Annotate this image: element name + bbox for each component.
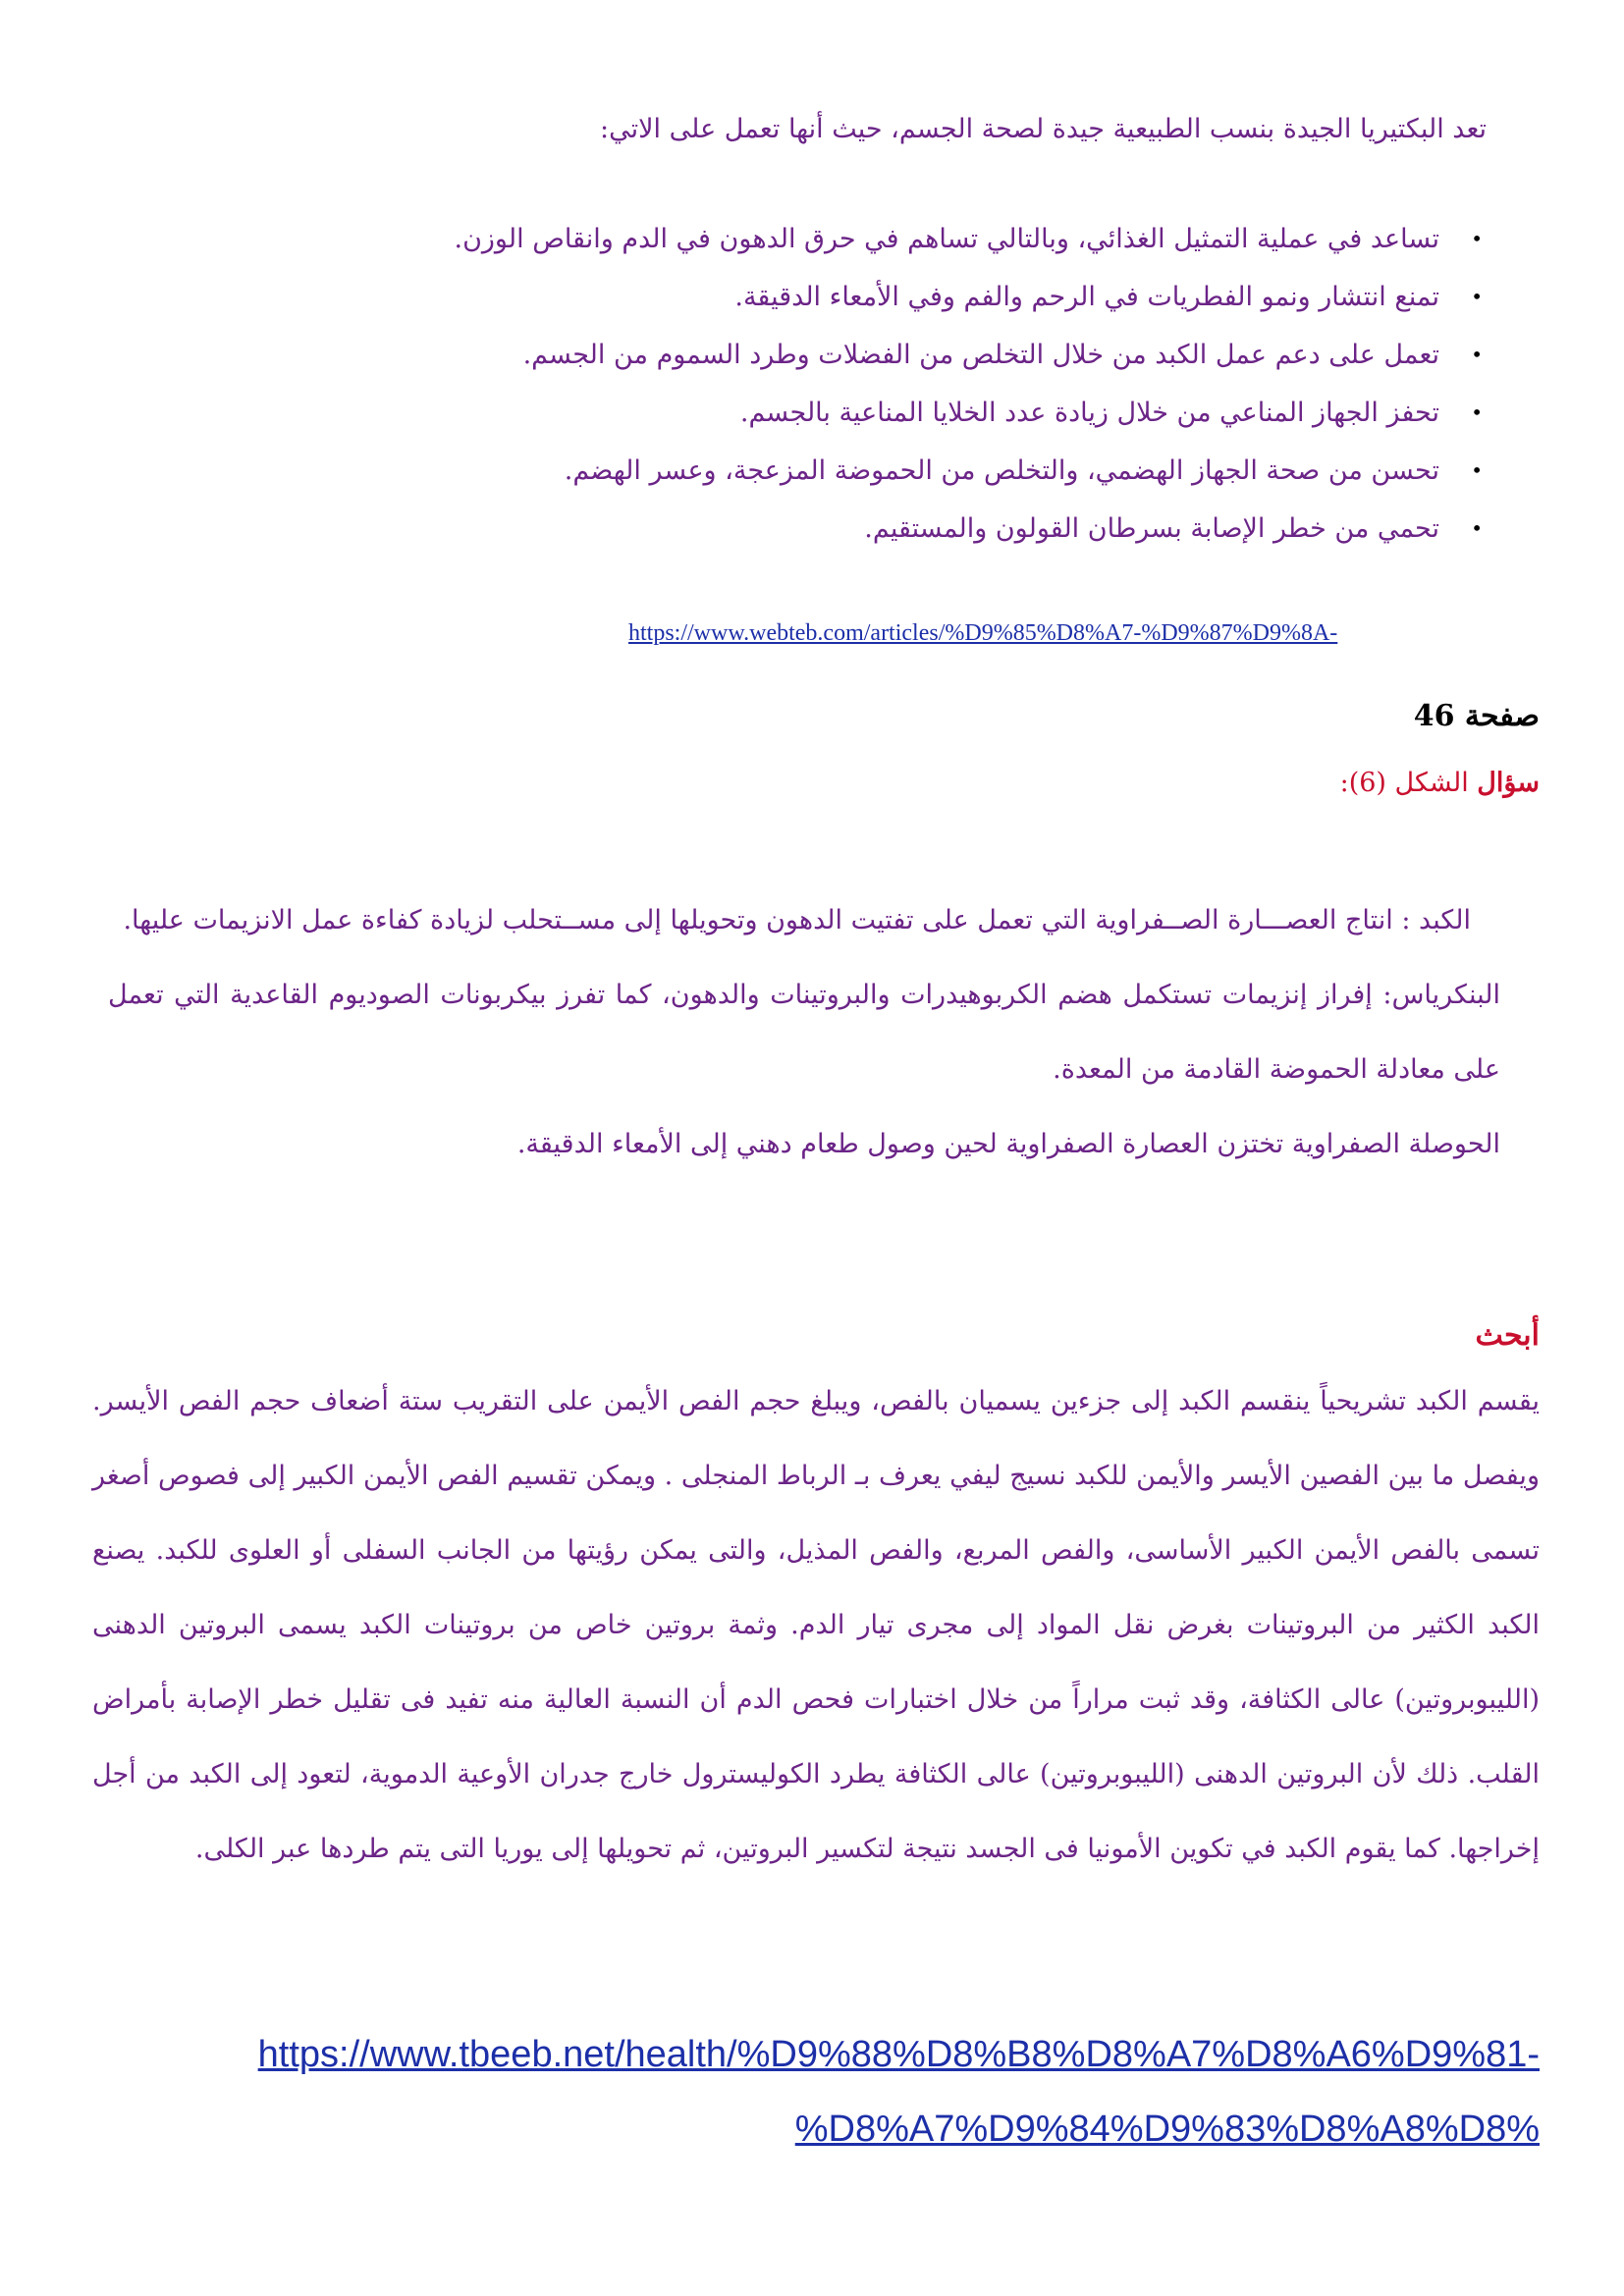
- list-item: [454, 210, 1487, 268]
- source-link-line-2[interactable]: %D8%A7%D9%84%D9%83%D8%A8%D8%: [794, 2109, 1540, 2150]
- source-link-tbeeb[interactable]: [258, 2017, 1540, 2166]
- list-item-text: تحفز الجهاز المناعي من خلال زيادة عدد الخلايا المناعية بالجسم.: [739, 398, 1439, 428]
- bullet-icon: •: [1471, 285, 1483, 308]
- list-item: [454, 268, 1487, 326]
- benefits-list: [454, 210, 1487, 558]
- list-item-text: تساعد في عملية التمثيل الغذائي، وبالتالي تساهم في حرق الدهون في الدم وانقاص الوزن.: [454, 224, 1439, 254]
- list-item-text: تعمل على دعم عمل الكبد من خلال التخلص من الفضلات وطرد السموم من الجسم.: [522, 340, 1439, 370]
- question-label: الشكل (6):: [1339, 768, 1478, 798]
- bullet-icon: •: [1471, 343, 1483, 366]
- bullet-icon: •: [1471, 458, 1483, 482]
- gallbladder-paragraph: الحوصلة الصفراوية تختزن العصارة الصفراوية لحين وصول طعام دهني إلى الأمعاء الدقيقة.: [516, 1129, 1500, 1159]
- bullet-icon: •: [1471, 516, 1483, 540]
- pancreas-paragraph: البنكرياس: إفراز إنزيمات تستكمل هضم الكربوهيدرات والبروتينات والدهون، كما تفرز بيكربونات الصوديوم القاعدية التي تعمل على معادلة الحموضة القادمة من المعدة.: [108, 980, 1500, 1085]
- liver-paragraph: الكبد : انتاج العصـــارة الصــفراوية التي تعمل على تفتيت الدهون وتحويلها إلى مســتحلب لزيادة كفاءة عمل الانزيمات عليها.: [123, 905, 1471, 935]
- research-paragraph: يقسم الكبد تشريحياً ينقسم الكبد إلى جزءين يسميان بالفص، ويبلغ حجم الفص الأيمن على التقريب ستة أضعاف حجم الفص الأيسر. ويفصل ما بين الفصين الأيسر والأيمن للكبد نسيج ليفي يعرف بـ الرباط المنجلى . ويمكن تقسيم الفص الأيمن الكبير إلى فصوص أصغر تسمى بالفص الأيمن الكبير الأساسى، والفص المربع، والفص المذيل، والتى يمكن رؤيتها من الجانب السفلى أو العلوى للكبد. يصنع الكبد الكثير من البروتينات بغرض نقل المواد إلى مجرى تيار الدم. وثمة بروتين خاص من بروتينات الكبد يسمى البروتين الدهنى (الليبوبروتين) عالى الكثافة، وقد ثبت مراراً من خلال اختبارات فحص الدم أن النسبة العالية منه تفيد فى تقليل خطر الإصابة بأمراض القلب. ذلك لأن البروتين الدهنى (الليبوبروتين) عالى الكثافة يطرد الكوليسترول خارج جدران الأوعية الدموية، لتعود إلى الكبد من أجل إخراجها. كما يقوم الكبد في تكوين الأمونيا فى الجسد نتيجة لتكسير البروتين، ثم تحويلها إلى يوريا التى يتم طردها عبر الكلى.: [92, 1386, 1540, 1864]
- list-item: [454, 500, 1487, 558]
- list-item-text: تمنع انتشار ونمو الفطريات في الرحم والفم وفي الأمعاء الدقيقة.: [734, 282, 1439, 312]
- list-item: [454, 384, 1487, 442]
- source-link-line-1[interactable]: https://www.tbeeb.net/health/%D9%88%D8%B8%D8%A7%D8%A6%D9%81-: [257, 2034, 1540, 2075]
- bullet-icon: •: [1471, 400, 1483, 424]
- intro-paragraph: تعد البكتيريا الجيدة بنسب الطبيعية جيدة لصحة الجسم، حيث أنها تعمل على الاتي:: [600, 114, 1487, 144]
- source-link-webteb[interactable]: https://www.webteb.com/articles/%D9%85%D8%A7-%D9%87%D9%8A-: [628, 620, 1338, 646]
- list-item-text: تحمي من خطر الإصابة بسرطان القولون والمستقيم.: [864, 513, 1439, 544]
- list-item-text: تحسن من صحة الجهاز الهضمي، والتخلص من الحموضة المزعجة، وعسر الهضم.: [564, 455, 1439, 486]
- page-number-heading: صفحة 46: [1413, 699, 1540, 733]
- bullet-icon: •: [1471, 227, 1483, 250]
- research-heading: أبحث: [1475, 1318, 1540, 1353]
- list-item: [454, 326, 1487, 384]
- list-item: [454, 442, 1487, 500]
- question-heading: [1340, 768, 1540, 798]
- question-word: سؤال: [1477, 768, 1540, 798]
- organs-answer: [79, 883, 1540, 1182]
